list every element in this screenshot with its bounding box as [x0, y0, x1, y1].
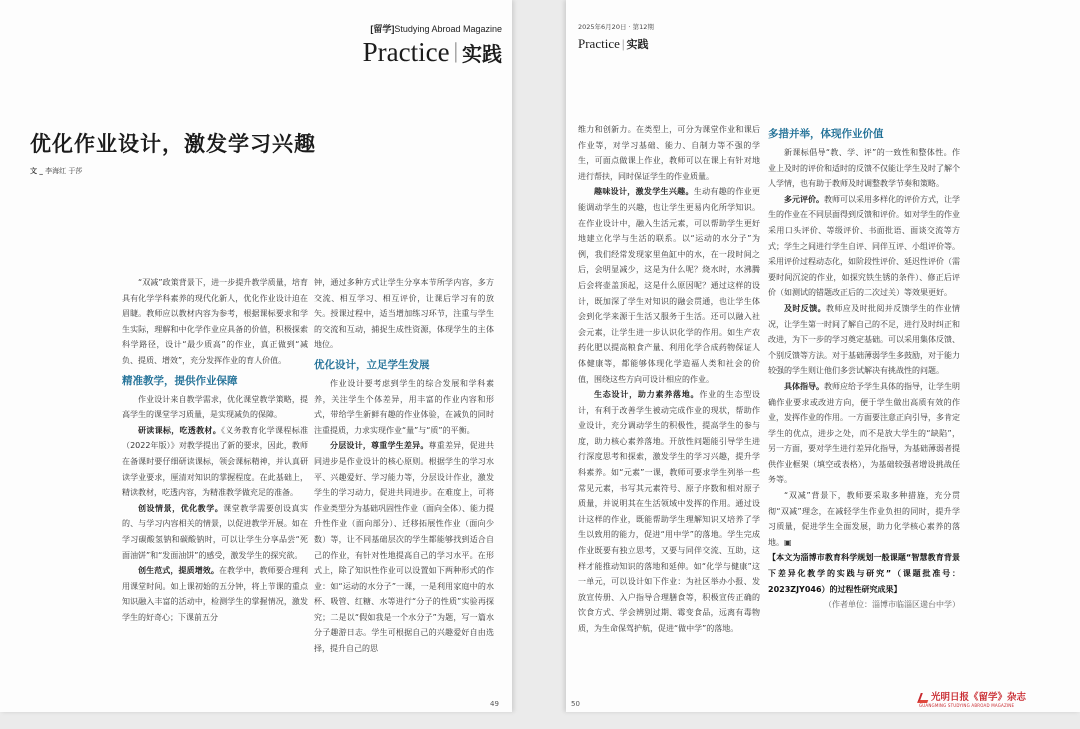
paragraph: 作业设计要考虑到学生的综合发展和学科素养，关注学生个体差异，用丰富的作业内容和形式，带给学生新鲜有趣的作业体验，在减负的同时注重提质，力求实现作业“量”与“质”的平衡。 — [314, 378, 494, 435]
paragraph — [768, 379, 960, 488]
section-title-en-small: Practice — [578, 36, 620, 51]
right-column-1 — [578, 122, 760, 690]
paragraph — [314, 438, 494, 656]
paragraph-lead: 具体指导。 — [784, 381, 824, 391]
paragraph — [578, 184, 760, 387]
right-page — [566, 0, 1080, 712]
brand-logo — [919, 689, 1026, 708]
paragraph — [768, 192, 960, 301]
paragraph — [122, 423, 308, 501]
article-title: 优化作业设计，激发学习兴趣 — [30, 132, 316, 156]
paragraph — [122, 501, 308, 563]
issue-date: 2025年6月20日 · 第12期 — [578, 23, 654, 31]
magazine-header — [370, 22, 502, 35]
byline-authors: 李海红 于莎 — [45, 167, 83, 175]
brand-name-en: GUANGMING STUDYING ABROAD MAGAZINE — [918, 703, 1015, 708]
paragraph-lead: 及时反馈。 — [784, 303, 826, 313]
magazine-logo-mark: [留学] — [370, 24, 395, 34]
magazine-name: Studying Abroad Magazine — [394, 24, 502, 34]
left-column-1 — [122, 275, 308, 697]
section-heading: 多措并举，体现作业价值 — [768, 128, 884, 140]
paragraph-text: 在教学中，教师要合理利用课堂时间。如上课初始的五分钟，将上节课的重点知识融入丰富的活动中，检测学生的掌握情况，激发学生的好奇心；下课前五分 — [122, 566, 308, 622]
paragraph: 新课标倡导“教、学、评”的一致性和整体性。作业上及时的评价和适时的反馈不仅能让学生及时了解个人学情，也有助于教师及时调整教学节奏和策略。 — [768, 148, 960, 189]
section-title-zh-small: 实践 — [626, 38, 649, 51]
byline-prefix: 文 _ — [30, 167, 43, 175]
paragraph-text: 课堂教学需要创设真实的、与学习内容相关的情景，以促进教学开展。如在学习碳酸氢钠和碳酸钠时，可以让学生分享品尝“死面油饼”和“发面油饼”的感受，激发学生的探究欲。 — [122, 503, 308, 560]
funding-note — [768, 550, 960, 597]
paragraph-text: 《义务教育化学课程标准（2022年版）》对教学提出了新的要求，因此，教师在备课时要仔细研读课标，领会课标精神，并认真研读学业要求，厘清对知识的掌握程度。在此基础上，精读教材，吃透内容，为精准教学做充足的准备。 — [122, 425, 308, 498]
page-number-left: 49 — [490, 700, 499, 708]
author-affiliation: （作者单位：淄博市临淄区遄台中学） — [824, 600, 960, 610]
section-heading: 优化设计，立足学生发展 — [314, 358, 430, 371]
paragraph: 作业设计来自教学需求，优化课堂教学策略，提高学生的课堂学习质量，是实现减负的保障。 — [122, 394, 308, 420]
brand-name-cn: 光明日报《留学》杂志 — [930, 692, 1026, 703]
paragraph-lead: 生态设计，助力素养落地。 — [594, 390, 700, 400]
paragraph-lead: 分层设计，尊重学生差异。 — [330, 441, 429, 451]
paragraph-text: 生动有趣的作业更能调动学生的兴趣，也让学生更易内化所学知识。在作业设计中，融入生活元素，可以帮助学生更好地建立化学与生活的联系。以“运动的水分子”为例，我们经常发现家里鱼缸中的水，在一段时间之后，会明显减少，这是为什么呢？烧水时，水沸腾后会将壶盖顶起，这是什么原因呢？通过这样的设计，既加深了学生对知识的融会贯通，也让学生体会到化学来源于生活又服务于生活。还可以融入社会元素，让学生进一步认识化学的作用。如生产农药化肥以提高粮食产量、利用化学合成药物保证人体健康等，都能够体现化学造福人类和社会的价值，围绕这些方向可设计相应的作业。 — [578, 187, 760, 384]
section-title-zh: 实践 — [462, 42, 502, 66]
funding-note-text: 【本文为淄博市教育科学规划一般课题“智慧教育背景下差异化教学的实践与研究”（课题批准号：2023ZJY046）的过程性研究成果】 — [768, 553, 960, 594]
paragraph-lead: 研读课标，吃透教材。 — [138, 425, 221, 435]
section-title-en: Practice — [362, 37, 450, 67]
paragraph-text: 教师应给予学生具体的指导，让学生明确作业要求或改进方向，便于学生做出高质有效的作业，发挥作业的作用。一方面要注意正向引导，多肯定学生的优点，进步之处，而不是放大学生的“缺陷”，另一方面，要对学生进行差异化指导，为基础薄弱者提供作业框架（填空或表格），为基础较强者增设挑战任务等。 — [768, 381, 960, 485]
section-heading: 精准教学，提供作业保障 — [122, 374, 238, 387]
paragraph — [578, 387, 760, 637]
paragraph-text: 教师可以采用多样化的评价方式，让学生的作业在不同层面得到反馈和评价。如对学生的作业采用口头评价、等级评价、书面批语、面谈交流等方式；学生之间进行学生自评、同伴互评、小组评价等。采用评价过程动态化，如阶段性评价、延迟性评价（需要时间沉淀的作业，如探究铁生锈的条件）、修正后评价（如测试的错题改正后的二次过关）等效果更好。 — [768, 194, 960, 298]
paragraph-text: 教师应及时批阅并反馈学生的作业情况，让学生第一时间了解自己的不足，进行及时纠正和改进，为下一步的学习奠定基础。可以采用集体反馈、个别反馈等方法。对于基础薄弱学生多鼓励，对于能力较强的学生则让他们多尝试解决有挑战性的问题。 — [768, 303, 960, 376]
paragraph-lead: 趣味设计，激发学生兴趣。 — [594, 187, 694, 197]
paragraph: “双减”政策背景下，进一步提升教学质量，培育具有化学学科素养的现代化新人，优化作业设计迫在眉睫。教师应以教材内容为参考，根据课标要求和学生实际，理解和中化学作业应具备的价值，积极探索科学路径，设计“最少质高”的作业，真正做到“减负、提质、增效”，充分发挥作业的育人价值。 — [122, 278, 308, 365]
paragraph-text: 作业的生态型设计，有利于改善学生被动完成作业的现状，帮助作业设计，充分调动学生的积极性，提高学生的参与度，助力核心素养落地。开放性问题能引导学生进行深度思考和探索，激发学生的学习兴趣，提升学科素养。如“元素”一课，教师可要求学生列举一些常见元素，书写其元素符号、原子序数和相对原子质量，并说明其在生活领域中发挥的作用。通过设计这样的作业，既能帮助学生理解知识又培养了学生以致用的能力，促进“用中学”的落地。学生完成作业既要有独立思考，又要与同伴交流、互助，这样才能推动知识的落地和延伸。如“化学与健康”这一单元，可以设计如下作业：为社区举办小报、发放宣传册、入户指导合理膳食等，积极宣传正确的饮食方式、学会辨别过期、霉变食品，远离有毒物质，为生命保驾护航，促进“做中学”的落地。 — [578, 390, 760, 633]
paragraph: 维力和创新力。在类型上，可分为课堂作业和课后作业等，对学习基础、能力、自制力等不强的学生，可面点做课上作业，教师可以在课上有针对地进行帮扶，同时保证学生的作业质量。 — [578, 125, 760, 181]
page-number-right: 50 — [571, 700, 580, 708]
flag-icon — [917, 693, 931, 703]
paragraph — [122, 563, 308, 625]
paragraph-text: 尊重差异，促进共同进步是作业设计的核心原则。根据学生的学习水平、兴趣爱好、学习能力等，分层设计作业，激发学生的学习动力，促进共同进步。在难度上，可将作业类型分为基础巩固性作业（面向全体）、能力提升性作业（面向部分）、迁移拓展性作业（面向少数）等，让不同基础层次的学生都能够找到适合自己的作业，有针对性地提高自己的学习水平。在形式上，除了知识性作业可以设置如下两种形式的作业：如“运动的水分子”一课，一是利用家庭中的水杯、吸管、红糖、水等进行“分子的性质”实验再探究；二是以“假如我是一个水分子”为题，写一篇水分子趣游日志。学生可根据自己的兴趣爱好自由选择，提升自己的思 — [314, 441, 494, 654]
left-column-2 — [314, 275, 494, 697]
section-header-small: Practice | 实践 — [578, 36, 649, 51]
paragraph-lead: 创设情景，优化教学。 — [138, 503, 224, 513]
left-page — [0, 0, 512, 712]
paragraph: “双减”背景下，教师要采取多种措施，充分贯彻“双减”理念，在减轻学生作业负担的同时，提升学习质量，促进学生全面发展，助力化学核心素养的落地。▣ — [768, 491, 960, 547]
section-header: Practice | 实践 — [362, 37, 502, 67]
paragraph-lead: 创生范式，提质增效。 — [138, 566, 219, 576]
byline — [30, 166, 82, 176]
paragraph: 钟，通过多种方式让学生分享本节所学内容，多方交流、相互学习、相互评价，让课后学习有的放矢。授课过程中，适当增加练习环节，注重与学生的交流和互动，捕捉生成性资源，体现学生的主体地位。 — [314, 278, 494, 350]
paragraph-lead: 多元评价。 — [784, 194, 824, 204]
paragraph — [768, 301, 960, 379]
right-column-2 — [768, 122, 960, 692]
